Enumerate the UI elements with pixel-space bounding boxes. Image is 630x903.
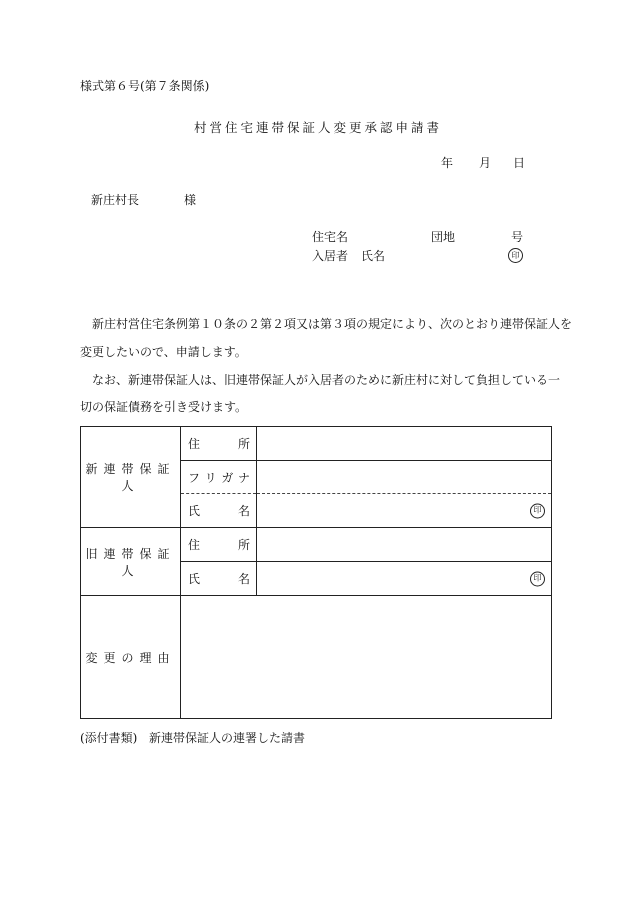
label-char: 住 <box>188 437 201 451</box>
label-char: 名 <box>237 572 250 586</box>
new-guarantor-address-field[interactable] <box>257 427 552 461</box>
label-char: 所 <box>237 538 250 552</box>
old-guarantor-name-label <box>181 562 257 596</box>
seal-mark: 印 <box>530 503 545 518</box>
label-char: 住 <box>188 538 201 552</box>
old-guarantor-header: 旧連帯保証人 <box>81 528 181 596</box>
new-guarantor-address-label <box>181 427 257 461</box>
new-guarantor-header: 新連帯保証人 <box>81 427 181 528</box>
old-guarantor-address-field[interactable] <box>257 528 552 562</box>
label-char: 氏 <box>188 504 201 518</box>
label-char: ナ <box>237 470 250 485</box>
guarantor-form-table <box>80 426 552 719</box>
new-guarantor-name-field[interactable] <box>257 494 552 528</box>
form-number: 様式第６号(第７条関係) <box>80 79 210 93</box>
attachments-text: 新連帯保証人の連署した請書 <box>149 731 306 745</box>
label-char: 所 <box>237 437 250 451</box>
body-paragraph-line-2: 変更したいので、申請します。 <box>80 345 247 359</box>
seal-mark: 印 <box>530 571 545 586</box>
date-month-label: 月 <box>479 156 492 170</box>
new-guarantor-name-label <box>181 494 257 528</box>
new-guarantor-furigana-label <box>181 461 257 494</box>
body-paragraph-line-4: 切の保証債務を引き受けます。 <box>80 400 248 414</box>
label-char: 名 <box>237 504 250 518</box>
document-title: 村営住宅連帯保証人変更承認申請書 <box>194 120 443 135</box>
change-reason-field[interactable] <box>181 596 552 719</box>
label-char: リ <box>204 470 217 485</box>
housing-name-label: 住宅名 <box>312 230 349 244</box>
new-guarantor-furigana-field[interactable] <box>257 461 552 494</box>
resident-name-label: 氏名 <box>361 249 386 263</box>
number-label: 号 <box>511 230 524 244</box>
old-guarantor-address-label <box>181 528 257 562</box>
old-guarantor-name-field[interactable] <box>257 562 552 596</box>
seal-mark: 印 <box>508 248 523 263</box>
body-paragraph-line-1: 新庄村営住宅条例第１０条の２第２項又は第３項の規定により、次のとおり連帯保証人を <box>92 317 573 331</box>
body-paragraph-line-3: なお、新連帯保証人は、旧連帯保証人が入居者のために新庄村に対して負担している一 <box>92 373 561 387</box>
date-day-label: 日 <box>513 156 526 170</box>
addressee-honorific: 様 <box>184 193 197 207</box>
addressee-name: 新庄村長 <box>91 193 140 207</box>
label-char: フ <box>188 470 201 485</box>
block-label: 団地 <box>431 230 456 244</box>
date-year-label: 年 <box>441 156 454 170</box>
resident-label: 入居者 <box>312 249 349 263</box>
attachments-label: (添付書類) <box>80 731 138 745</box>
label-char: 氏 <box>188 572 201 586</box>
change-reason-header: 変更の理由 <box>81 596 181 719</box>
label-char: ガ <box>221 470 234 485</box>
